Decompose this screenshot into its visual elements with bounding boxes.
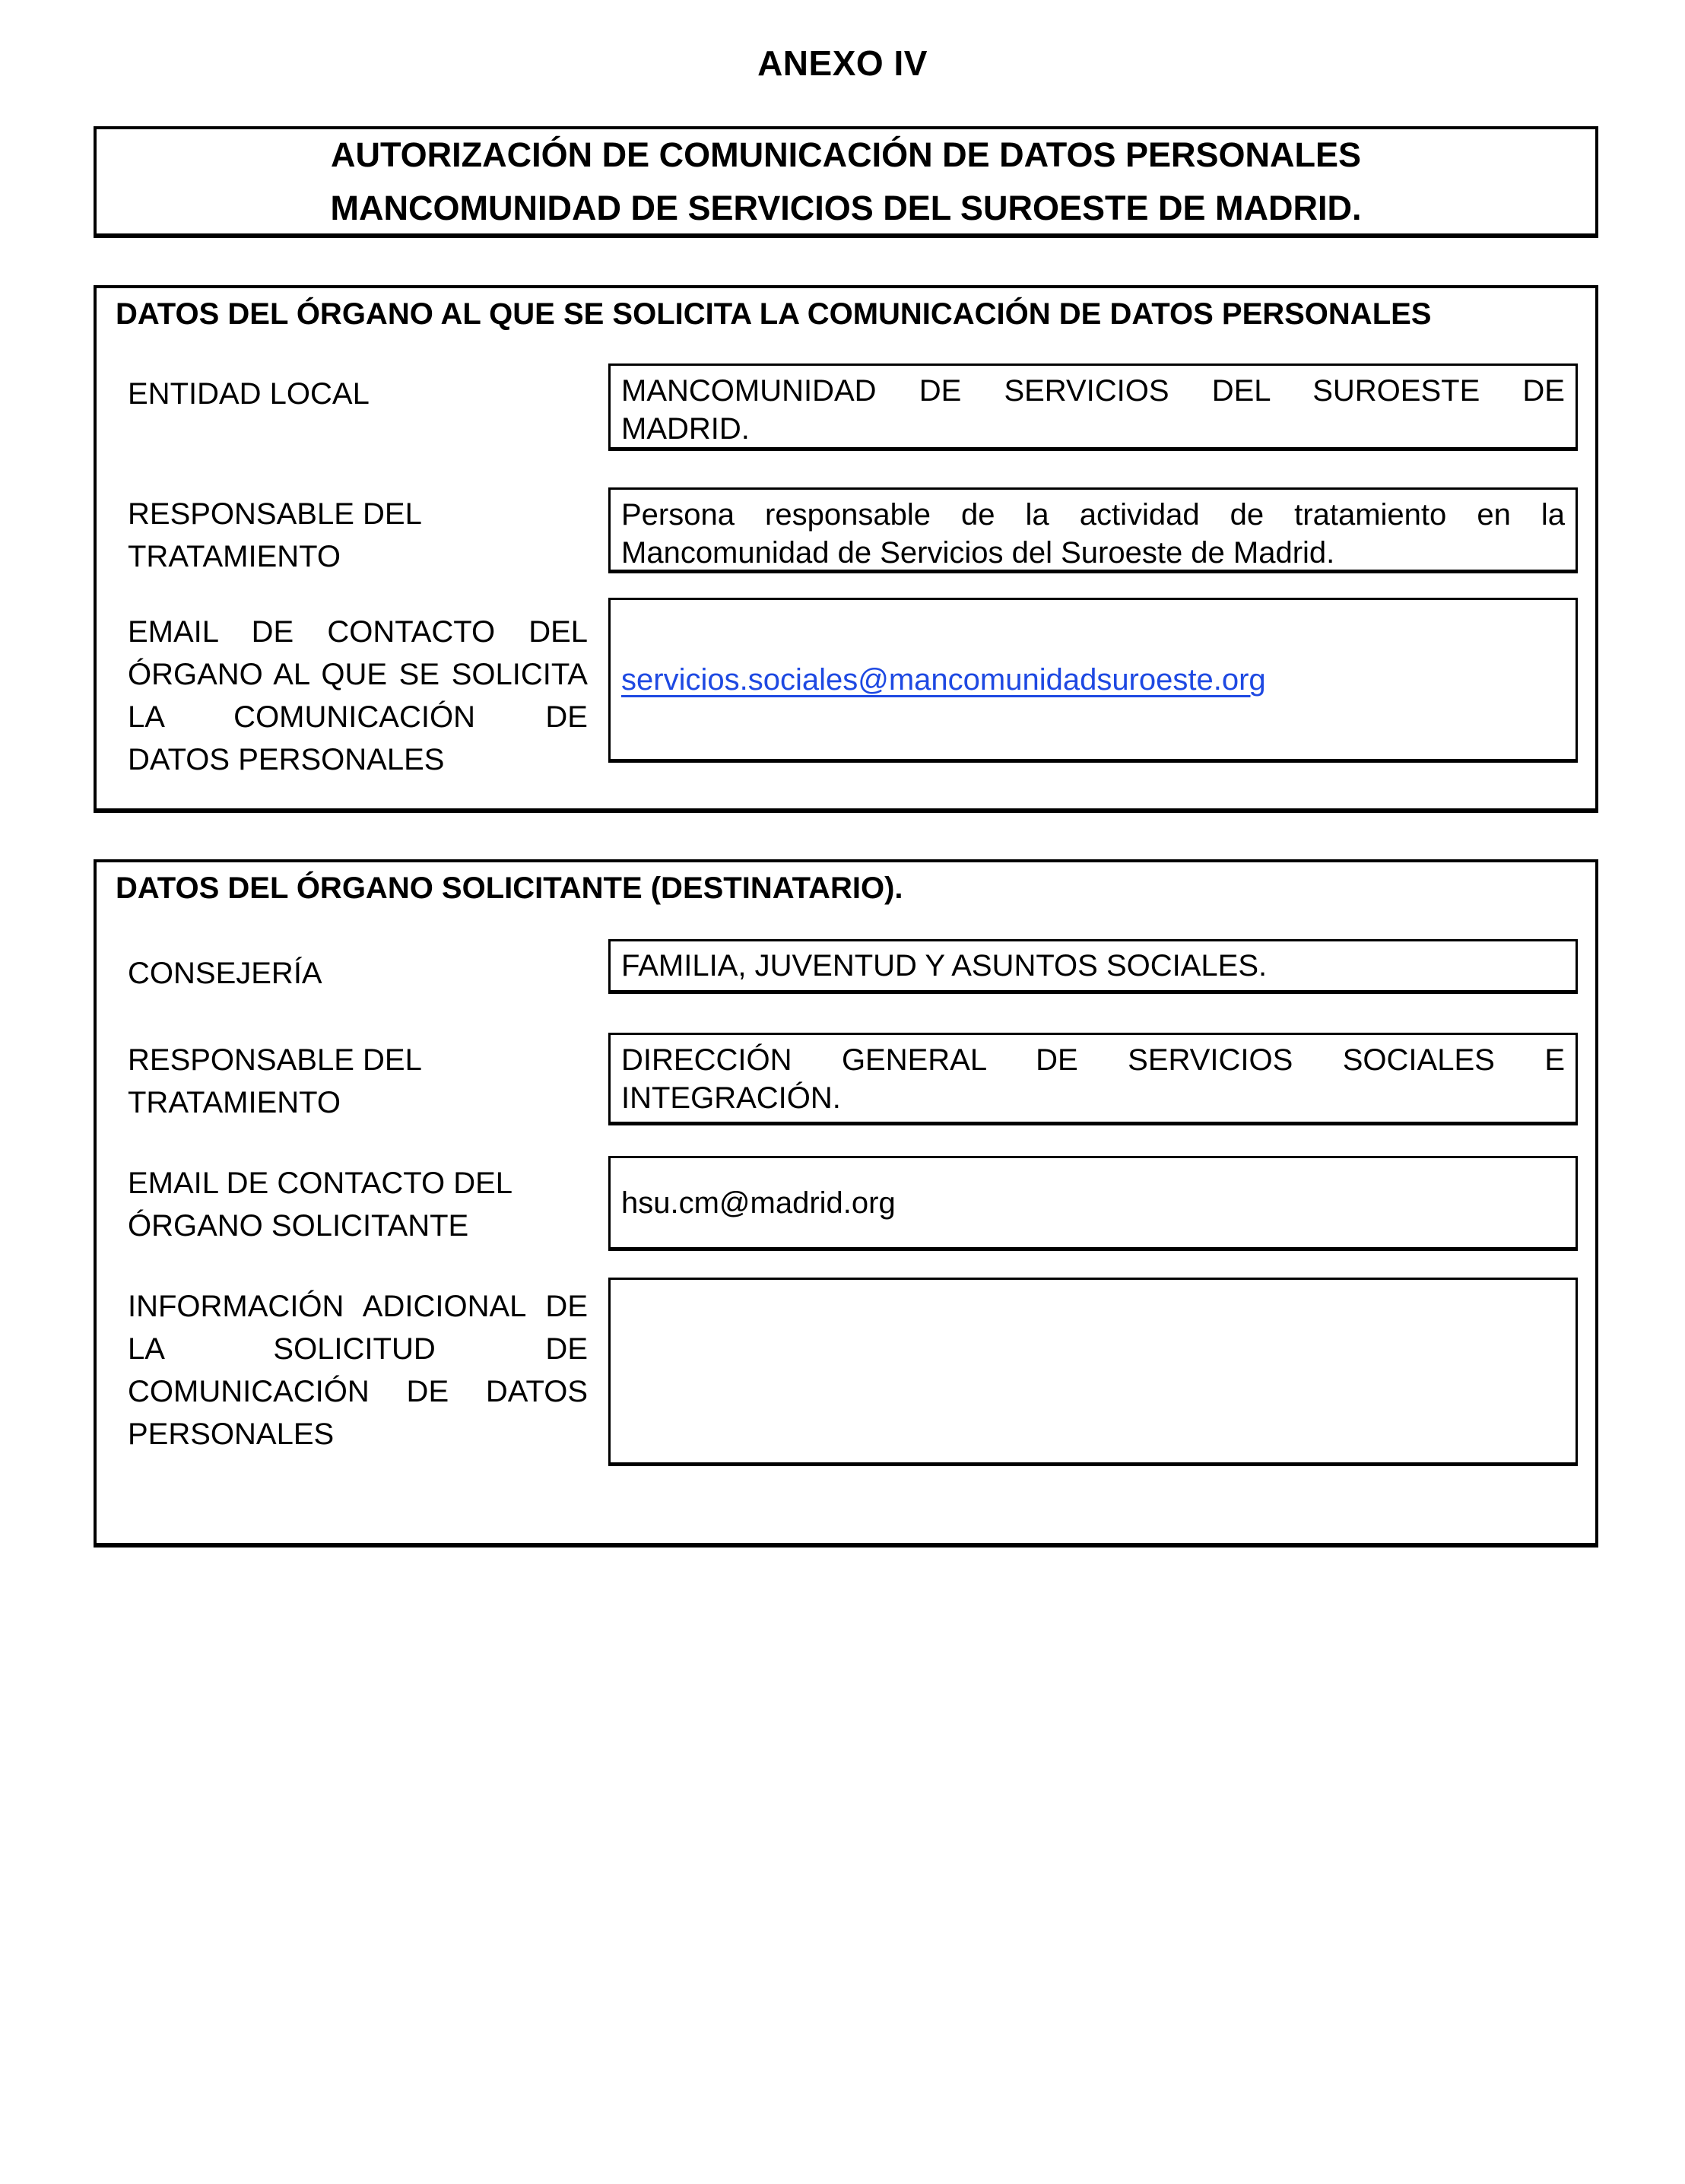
value-email-organo-solicitado-box [608, 598, 1578, 763]
label-email-organo-solicitante: EMAIL DE CONTACTO DEL ÓRGANO SOLICITANTE [128, 1167, 513, 1243]
page-title: ANEXO IV [757, 43, 928, 83]
section-organo-solicitado [94, 285, 1598, 813]
label-entidad-local: ENTIDAD LOCAL [128, 377, 370, 411]
email-solicitante-text: hsu.cm@madrid.org [621, 1186, 896, 1220]
section-organo-solicitante [94, 859, 1598, 1548]
value-entidad-local: MANCOMUNIDAD DE SERVICIOS DEL SUROESTE DE MADRID. [608, 363, 1578, 451]
label-responsable-tratamiento-2: RESPONSABLE DEL TRATAMIENTO [128, 1043, 422, 1119]
label-email-organo-solicitado: EMAIL DE CONTACTO DEL ÓRGANO AL QUE SE SOLICITA LA COMUNICACIÓN DE DATOS PERSONALES [128, 615, 588, 776]
value-informacion-adicional[interactable] [608, 1278, 1578, 1466]
section-1-title: DATOS DEL ÓRGANO AL QUE SE SOLICITA LA COMUNICACIÓN DE DATOS PERSONALES [116, 297, 1432, 331]
value-responsable-tratamiento-1: Persona responsable de la actividad de tratamiento en la Mancomunidad de Servicios del Suroeste de Madrid. [608, 487, 1578, 573]
header-title-line-2: MANCOMUNIDAD DE SERVICIOS DEL SUROESTE DE MADRID. [330, 188, 1362, 227]
value-email-organo-solicitante [608, 1156, 1578, 1251]
consejeria-text: FAMILIA, JUVENTUD Y ASUNTOS SOCIALES. [621, 949, 1268, 982]
label-consejeria: CONSEJERÍA [128, 957, 322, 990]
header-title-line-1: AUTORIZACIÓN DE COMUNICACIÓN DE DATOS PERSONALES [330, 135, 1362, 174]
email-link[interactable]: servicios.sociales@mancomunidadsuroeste.org [621, 662, 1266, 697]
value-responsable-tratamiento-2: DIRECCIÓN GENERAL DE SERVICIOS SOCIALES E INTEGRACIÓN. [608, 1033, 1578, 1125]
label-informacion-adicional: INFORMACIÓN ADICIONAL DE LA SOLICITUD DE COMUNICACIÓN DE DATOS PERSONALES [128, 1290, 588, 1451]
section-2-title: DATOS DEL ÓRGANO SOLICITANTE (DESTINATARIO). [116, 871, 903, 905]
informacion-adicional-fill-area[interactable] [621, 1286, 1565, 1456]
label-responsable-tratamiento-1: RESPONSABLE DEL TRATAMIENTO [128, 497, 422, 573]
value-consejeria [608, 939, 1578, 994]
document-header-box [94, 126, 1598, 238]
